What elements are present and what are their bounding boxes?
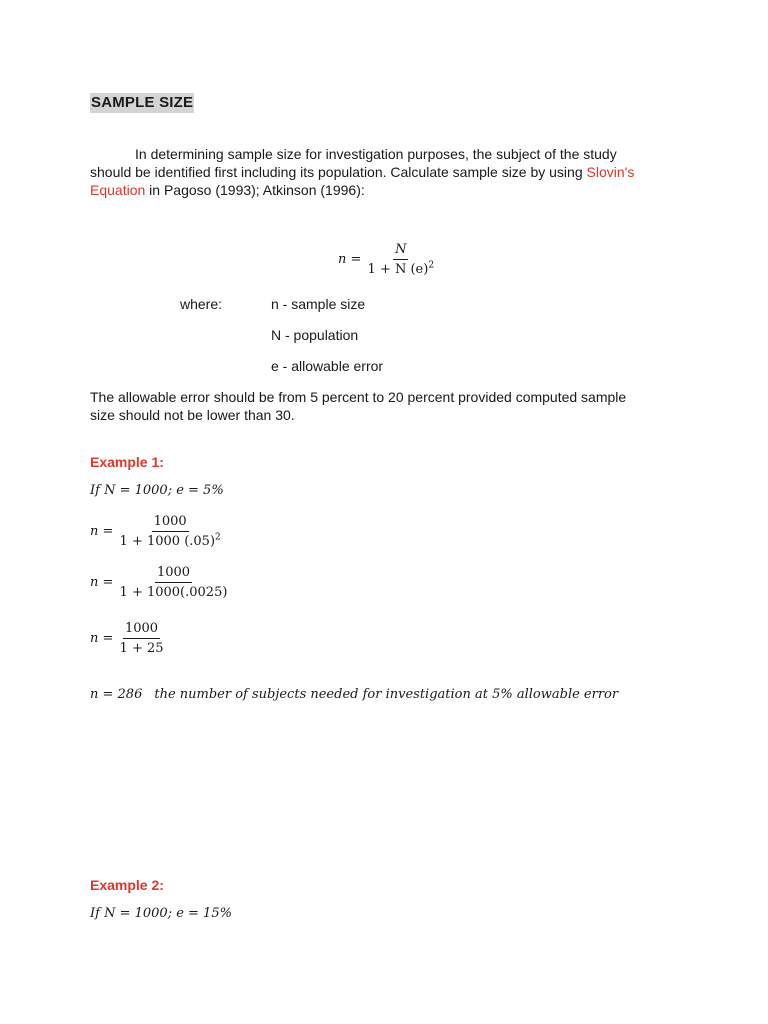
intro-paragraph <box>90 145 690 199</box>
example1-result: n = 286 the number of subjects needed for investigation at 5% allowable error <box>90 687 619 702</box>
page-title: SAMPLE SIZE <box>91 94 194 111</box>
note-line-2: size should not be lower than 30. <box>90 407 295 423</box>
example1-result-note: the number of subjects needed for investigation at 5% allowable error <box>154 687 619 702</box>
example1-step3: n = $\frac{1000}{1 + 25}$ <box>90 621 164 656</box>
slovins-link[interactable]: Slovin's <box>586 164 635 180</box>
definition-error: e - allowable error <box>271 358 384 374</box>
where-label: where: <box>180 296 223 312</box>
example1-given: If N = 1000; e = 5% <box>90 483 224 498</box>
definition-n: n - sample size <box>271 296 366 312</box>
example1-step2: n = $\frac{1000}{1 + 1000(.0025)}$ <box>90 565 228 600</box>
example2-given: If N = 1000; e = 15% <box>90 906 232 921</box>
example2-title: Example 2: <box>90 877 164 893</box>
note-line-1: The allowable error should be from 5 percent to 20 percent provided computed sample <box>90 389 627 405</box>
definition-population: N - population <box>271 327 359 343</box>
example1-title: Example 1: <box>90 454 164 470</box>
intro-line-3: Equation in Pagoso (1993); Atkinson (1996): <box>90 182 365 198</box>
note-paragraph <box>90 388 710 424</box>
equation-link[interactable]: Equation <box>90 182 146 198</box>
slovin-formula: n = $\frac{N}{1 + N (e)^2}$ <box>338 242 435 277</box>
example1-step1: n = $\frac{1000}{1 + 1000 (.05)^2}$ <box>90 514 221 549</box>
intro-line-2: should be identified first including its population. Calculate sample size by using Slovin's <box>90 164 635 180</box>
intro-line-1: In determining sample size for investigation purposes, the subject of the study <box>135 146 617 162</box>
